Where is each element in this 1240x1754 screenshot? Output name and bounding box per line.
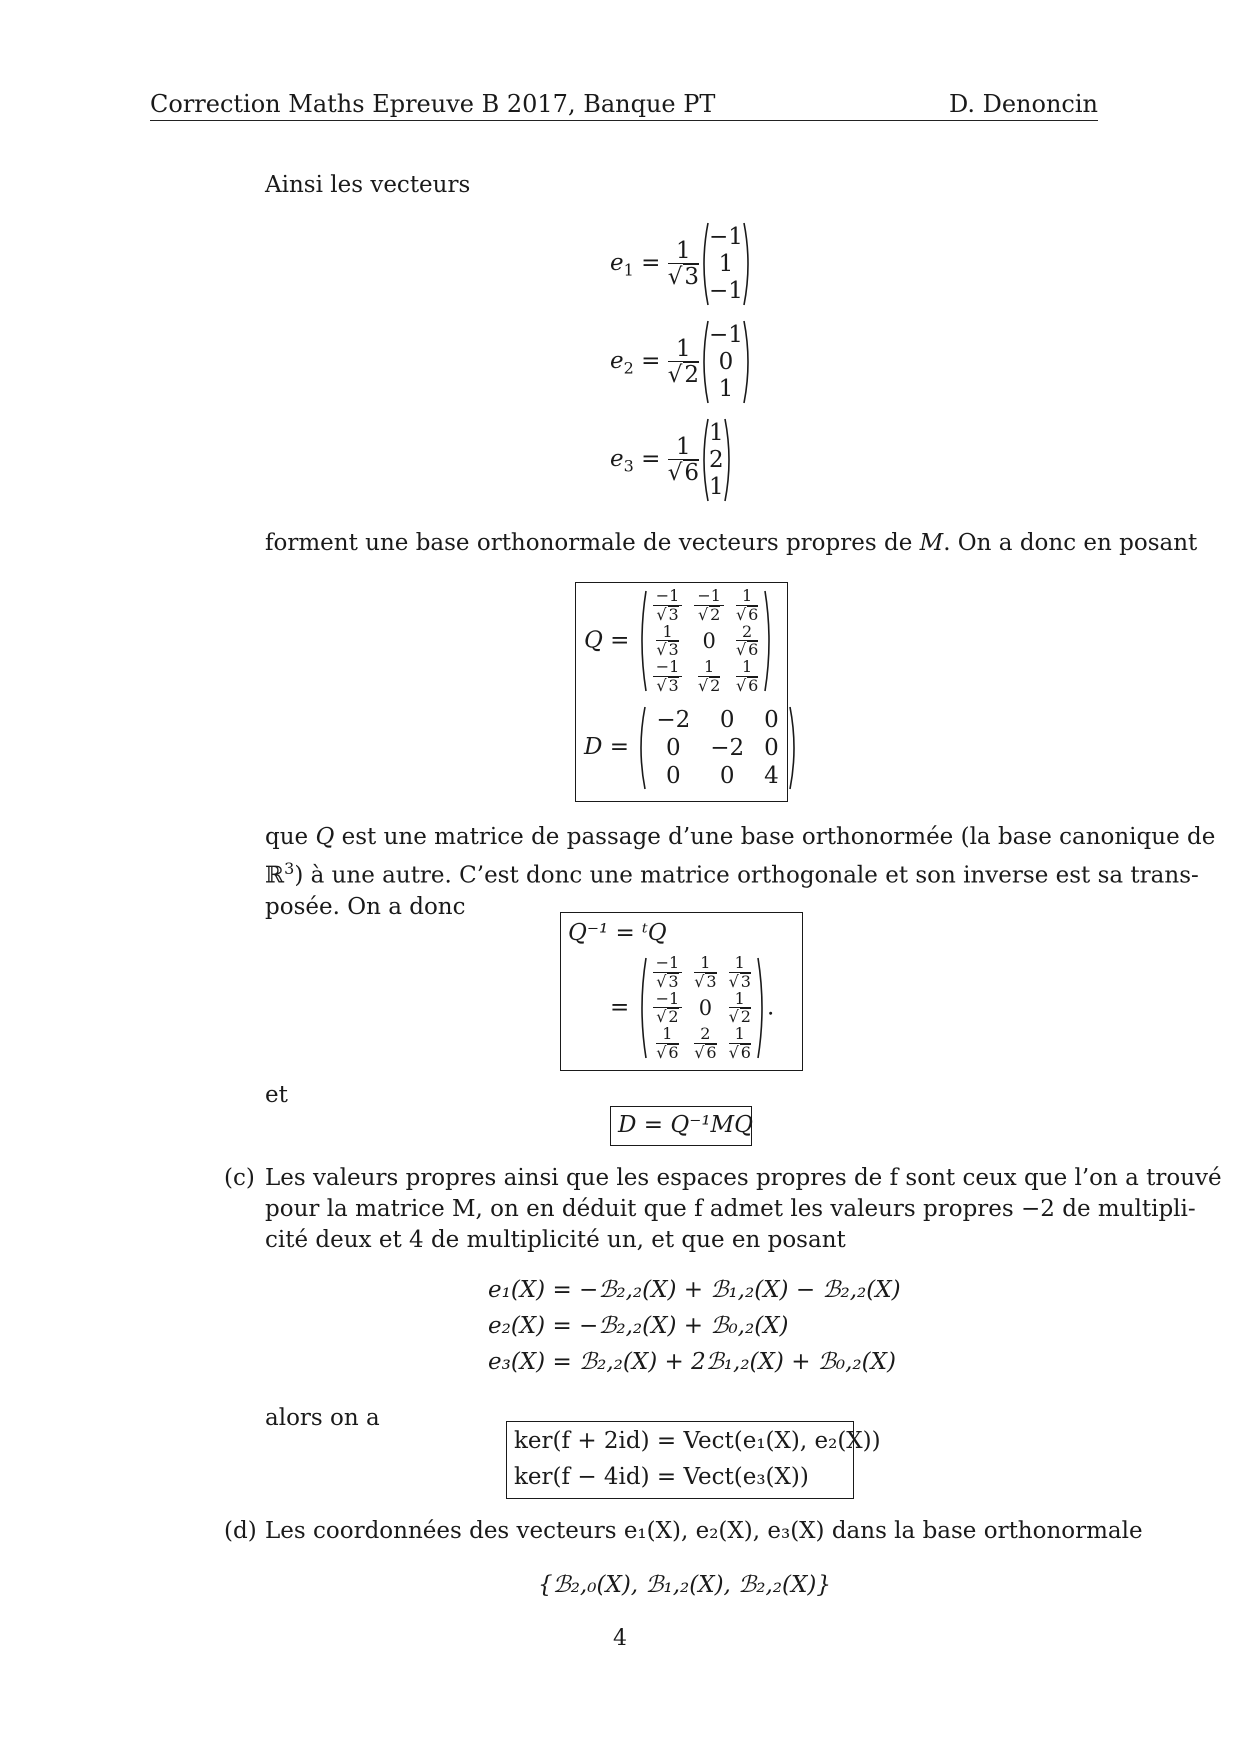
right-paren [724,418,734,502]
matrix-cell [723,955,757,991]
denominator [668,362,699,387]
fraction [668,435,699,485]
sqrt-sign: √ [667,460,683,486]
vector-subscript: 3 [623,456,634,476]
matrix-cell [730,588,764,624]
vector-name: e [610,446,624,472]
matrix-label: D = [584,734,637,760]
equals: = [633,446,668,472]
poly-eq-e3: e₃(X) = ℬ₂,₂(X) + 2ℬ₁,₂(X) + ℬ₀,₂(X) [488,1349,896,1375]
et-text: et [265,1082,288,1108]
fraction [736,588,758,624]
numerator: 1 [668,435,699,460]
sqrt-sign: √ [728,1042,739,1062]
matrix-row [647,991,757,1027]
fraction [736,659,758,695]
denominator [668,460,699,485]
right-paren [764,590,774,692]
matrix-cell [647,988,689,1027]
header-author: D. Denoncin [948,90,1098,118]
radicand: 3 [668,675,679,695]
denominator [736,606,758,624]
radicand: 6 [668,1042,679,1062]
left-paren [637,957,647,1059]
alors-text: alors on a [265,1405,380,1431]
sqrt-sign: √ [656,1007,667,1027]
denominator [653,677,683,695]
sqrt-sign: √ [656,971,667,991]
vector-entry: 1 [709,473,724,500]
matrix-cell: 0 [702,629,716,654]
equals: = [633,250,668,276]
numerator: 1 [656,624,678,642]
sqrt-sign: √ [735,604,747,624]
vector-entry: 1 [718,250,734,277]
radicand: 6 [740,1042,751,1062]
radicand: 3 [668,971,679,991]
vector-subscript: 2 [623,358,634,378]
sentence-part: forment une base orthonormale de vecteurs propres de [265,530,920,556]
radicand: 6 [706,1042,717,1062]
matrix-cell [688,588,730,624]
numerator: 1 [729,1026,751,1044]
item-c-text [265,1163,1222,1256]
radicand: 3 [706,971,717,991]
denominator [653,606,683,624]
sqrt-sign: √ [656,1042,667,1062]
vector-name: e [610,348,624,374]
denominator [736,677,758,695]
fraction [656,1026,678,1062]
radicand: 2 [740,1007,751,1027]
numerator: −1 [653,991,683,1009]
numerator: 2 [694,1026,716,1044]
fraction [728,988,751,1027]
matrix-grid [646,706,788,790]
diagonalisation-formula: D = Q⁻¹MQ [618,1112,753,1138]
fraction [694,955,716,991]
sqrt-sign: √ [694,971,705,991]
matrix-row [646,706,788,734]
matrix-Q-transpose [610,955,774,1062]
kernel-f-minus-4id: ker(f − 4id) = Vect(e₃(X)) [514,1464,809,1490]
matrix-cell [730,659,764,695]
matrix-row [647,659,765,695]
numerator: 1 [698,659,720,677]
fraction [729,1026,751,1062]
numerator: −1 [653,588,683,606]
vector-entry: 2 [709,446,724,473]
radicand: 6 [748,604,759,624]
matrix-row [647,1026,757,1062]
numerator: −1 [694,588,724,606]
numerator: 1 [668,239,699,264]
sqrt-sign: √ [735,640,747,660]
vector-entry: 1 [718,375,734,402]
fraction [668,239,699,289]
left-paren [637,590,647,692]
matrix-cell: −2 [710,735,745,761]
vector-e2 [610,320,753,404]
matrix-label: Q = [584,627,637,654]
matrix-grid [647,588,765,695]
fraction [653,955,683,991]
fraction [668,337,699,387]
fraction [698,659,720,695]
vector-subscript: 1 [623,260,634,280]
radicand: 6 [748,675,759,695]
denominator [694,1044,716,1062]
numerator: 1 [729,955,751,973]
running-header [150,88,1098,121]
sqrt-sign: √ [735,675,747,695]
matrix-cell [688,659,730,695]
numerator: 1 [736,588,758,606]
sentence-part: . On a donc en posant [943,530,1198,556]
matrix-grid [647,955,757,1062]
exponent: 3 [284,859,295,878]
kernel-f-plus-2id: ker(f + 2id) = Vect(e₁(X), e₂(X)) [514,1428,881,1454]
numerator: 1 [736,659,758,677]
matrix-Q [584,588,774,695]
vector-e1 [610,222,753,306]
matrix-row [646,734,788,762]
numerator: 1 [694,955,716,973]
matrix-cell: 0 [665,763,681,789]
Q-inverse-equals-transpose: Q⁻¹ = ᵗQ [568,920,667,946]
orthogonal-paragraph [265,822,1216,923]
fraction [656,621,679,660]
right-paren [789,706,799,790]
radicand: 2 [684,362,700,388]
numerator: −1 [653,955,683,973]
sqrt-sign: √ [667,264,683,290]
matrix-cell: 4 [764,763,779,789]
matrix-cell [688,1026,722,1062]
poly-eq-e1: e₁(X) = −ℬ₂,₂(X) + ℬ₁,₂(X) − ℬ₂,₂(X) [488,1277,901,1303]
intro-text: Ainsi les vecteurs [265,172,471,198]
fraction [735,621,759,660]
right-paren [757,957,767,1059]
period: . [766,994,775,1021]
matrix-row [646,762,788,790]
page-number: 4 [613,1626,627,1651]
poly-eq-e2: e₂(X) = −ℬ₂,₂(X) + ℬ₀,₂(X) [488,1313,789,1339]
vector-entry: −1 [709,223,743,250]
radicand: 3 [668,604,679,624]
matrix-cell: 0 [665,735,681,761]
fraction [694,1026,716,1062]
text-part: que [265,824,316,850]
sqrt-sign: √ [697,675,709,695]
matrix-cell [647,621,689,660]
fraction [653,588,683,624]
matrix-cell [723,988,757,1027]
denominator [698,677,720,695]
right-paren [743,222,753,306]
header-title: Correction Maths Epreuve B 2017, Banque PT [150,90,716,118]
radicand: 2 [710,604,721,624]
text-part: ) à une autre. C’est donc une matrice orthogonale et son inverse est sa trans- [294,862,1199,889]
denominator [668,264,699,289]
matrix-M-symbol: M [919,530,944,556]
matrix-cell: −2 [656,707,691,733]
matrix-cell: 0 [698,996,713,1021]
column-entries [709,420,724,501]
matrix-cell [723,1026,757,1062]
sqrt-sign: √ [667,362,683,388]
denominator [729,973,751,991]
item-c-label: (c) [224,1165,255,1191]
right-paren [743,320,753,404]
sqrt-sign: √ [728,1007,739,1027]
sqrt-sign: √ [656,604,667,624]
fraction [729,955,751,991]
matrix-cell: 0 [764,735,779,761]
column-entries [709,322,743,403]
sqrt-sign: √ [728,971,739,991]
text-part: est une matrice de passage d’une base orthonormée (la base canonique de [334,824,1216,850]
radicand: 6 [748,640,759,660]
vector-e3 [610,418,734,502]
matrix-D [584,706,799,790]
denominator [694,973,716,991]
fraction [653,988,683,1027]
numerator: 1 [729,991,751,1009]
vector-entry: −1 [709,277,743,304]
item-d-text: Les coordonnées des vecteurs e₁(X), e₂(X), e₃(X) dans la base orthonormale [265,1518,1143,1544]
equals: = [633,348,668,374]
fraction [694,588,724,624]
radicand: 2 [710,675,721,695]
matrix-row [647,624,765,660]
matrix-cell [688,955,722,991]
eigenvector-sentence [265,528,1197,559]
sqrt-sign: √ [694,1042,705,1062]
left-paren [636,706,646,790]
radicand: 6 [684,460,700,486]
radicand: 3 [684,264,700,290]
bernstein-basis-set: {ℬ₂,₀(X), ℬ₁,₂(X), ℬ₂,₂(X)} [538,1572,831,1598]
radicand: 3 [740,971,751,991]
left-paren [699,418,709,502]
left-paren [699,320,709,404]
equals: = [610,994,637,1021]
denominator [656,1044,678,1062]
text-part: posée. On a donc [265,893,466,920]
radicand: 2 [668,1007,679,1027]
item-c-line: Les valeurs propres ainsi que les espaces propres de f sont ceux que l’on a trouvé [265,1165,1222,1191]
vector-entry: −1 [709,321,743,348]
denominator [729,1044,751,1062]
numerator: 1 [656,1026,678,1044]
item-c-line: cité deux et 4 de multiplicité un, et que en posant [265,1227,846,1253]
reals-symbol: ℝ [265,862,285,889]
Q-symbol: Q [315,824,335,850]
matrix-row [647,588,765,624]
matrix-cell [647,588,689,624]
numerator: 2 [736,624,758,642]
item-d-label: (d) [224,1518,257,1544]
sqrt-sign: √ [656,640,667,660]
matrix-row [647,955,757,991]
vector-entry: 0 [718,348,734,375]
matrix-cell [647,955,689,991]
denominator [653,973,683,991]
sqrt-sign: √ [656,675,667,695]
matrix-cell: 0 [764,707,779,733]
numerator: −1 [653,659,683,677]
vector-entry: 1 [709,419,724,446]
matrix-cell: 0 [719,707,735,733]
numerator: 1 [668,337,699,362]
matrix-cell [647,659,689,695]
fraction [653,659,683,695]
column-entries [709,224,743,305]
sqrt-sign: √ [697,604,709,624]
radicand: 3 [668,640,679,660]
matrix-cell [647,1026,689,1062]
matrix-cell: 0 [719,763,735,789]
denominator [694,606,724,624]
matrix-cell [730,621,764,660]
vector-name: e [610,250,624,276]
item-c-line: pour la matrice M, on en déduit que f admet les valeurs propres −2 de multipli- [265,1196,1196,1222]
left-paren [699,222,709,306]
